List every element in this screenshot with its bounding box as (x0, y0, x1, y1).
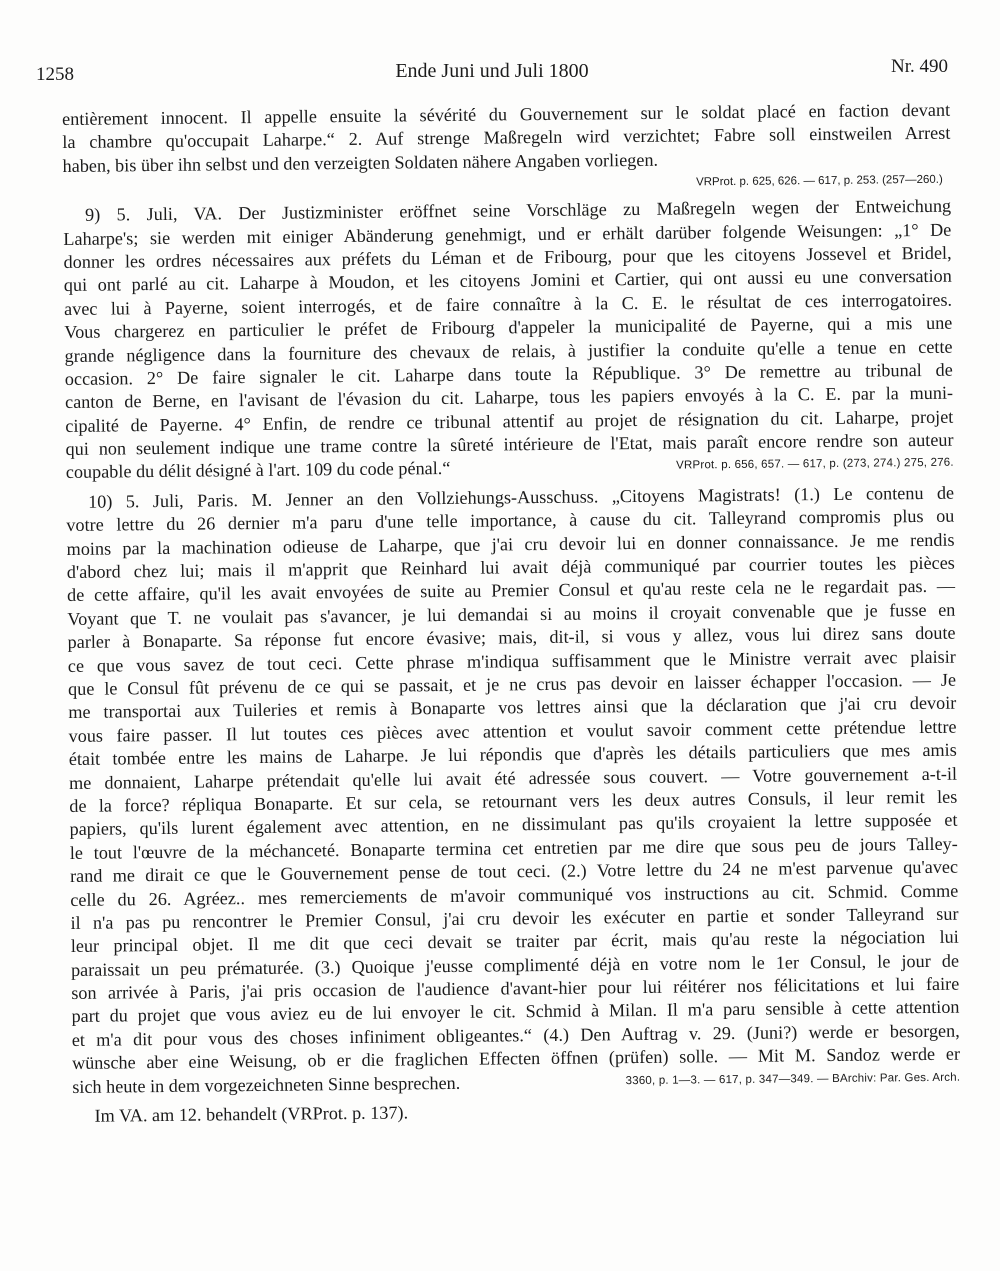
text-line: de la force? répliqua Bonaparte. Et sur cela, se retournant vers les deux autres Consuls, il leur remit les (69, 786, 958, 816)
text-line: ce que vous savez de tout ceci. Cette phrase m'indiqua suffisamment que le Ministre verrait avec plaisir (67, 646, 956, 676)
text-line: me donnaient, Laharpe prétendait qu'elle lui avait été adressée sous couvert. — Votre gouvernement a-t-il (68, 763, 958, 793)
running-title: Ende Juni und Juli 1800 (395, 60, 589, 82)
text-line: occasion. 2° De faire signaler le cit. Laharpe dans toute la République. 3° De remettre au tribunal de (64, 359, 953, 389)
text-line: grande négligence dans la fourniture des chevaux de relais, à justifier la conduite qu'elle a tenue en cette (64, 336, 953, 366)
text-line: Laharpe's; sie werden mit einiger Abänderung genehmigt, und er erhält darüber folgende Weisungen: „1° De (63, 219, 952, 249)
text-line-end: coupable du délit désigné à l'art. 109 du code pénal.“ (65, 458, 451, 483)
text-line: wünsche aber eine Weisung, ob er die fraglichen Effecten öffnen (prüfen) solle. — Mit M. Sandoz werde er (71, 1043, 961, 1074)
text-line: entièrement innocent. Il appelle ensuite la sévérité du Gouvernement sur le soldat placé en faction devant (62, 99, 951, 129)
text-line: canton de Berne, en l'avisant de l'évasion du cit. Laharpe, tous les papiers envoyés à la C. E. par la muni- (64, 382, 954, 413)
text-line: son arrivée à Paris, j'ai pris occasion de l'audience d'avant-hier pour lui réitérer nos félicitations et lui faire (71, 973, 960, 1004)
text-line: parler à Bonaparte. Sa réponse fut encore évasive; mais, dit-il, si vous y allez, vous lui direz sans doute (67, 622, 956, 653)
text-line: que le Consul fût prévenu de ce qui se passait, et je ne crus pas devoir en laisser échapper l'occasion. — Je (67, 669, 957, 699)
text-line: leur principal objet. Il me dit que ceci devait se traiter par écrit, mais qu'au reste la négociation lui (70, 926, 959, 957)
source-reference: 3360, p. 1—3. — 617, p. 347—349. — BArchiv: Par. Ges. Arch. (625, 1071, 961, 1087)
text-line: qui ont parlé au cit. Laharpe à Moudon, et les citoyens Jomini et Cartier, qui ont aussi eu une conversation (63, 266, 952, 296)
page-header (36, 56, 948, 90)
text-line: paraissait un peu prématurée. (3.) Quoique j'eusse complimenté déjà en votre nom le 1er Consul, le jour de (70, 950, 960, 980)
text-line: part du projet que vous aviez eu de lui envoyer le cit. Schmid à Milan. Il m'a paru sensible à cette attention (71, 997, 960, 1027)
text-line: qui non seulement indique une trame contre la sûreté intérieure de l'Etat, mais paraît encore rendre son auteur (65, 429, 954, 460)
text-line: Voyant que T. ne voulait pas s'avancer, je lui demandai si au moins il croyait convenable que je fusse en (67, 599, 956, 629)
text-line: Vous chargerez en particulier le préfet de Fribourg d'appeler la municipalité de Payerne, qui a mis une (64, 312, 953, 343)
source-reference: VRProt. p. 656, 657. — 617, p. (273, 274.) 275, 276. (676, 457, 954, 473)
text-line: papiers, qu'ils lurent également avec attention, en ne dissimulant pas qu'ils croyaient la lettre supposée et (69, 809, 958, 840)
text-line: rand me dirait ce que le Gouvernement pense de tout ceci. (2.) Votre lettre du 24 ne m'est parvenue qu'avec (69, 856, 959, 887)
text-line: haben, bis über ihn selbst und den verzeigten Soldaten nähere Angaben vorliegen. (62, 149, 659, 176)
text-line: le tout l'œuvre de la méchanceté. Bonaparte termina cet entretien par me dire que sous peu de jours Talley- (69, 833, 958, 863)
text-line: et m'a dit pour vous des choses infiniment obligeantes.“ (4.) Den Auftrag v. 29. (Juni?) werde er besorgen, (71, 1020, 960, 1050)
text-line: celle du 26. Agréez.. mes remerciements de m'avoir communiqué vos instructions au cit. Schmid. Comme (70, 880, 959, 910)
page-body (62, 99, 961, 1129)
text-line: cipalité de Payerne. 4° Enfin, de rendre ce tribunal attentif au projet de résignation du cit. Laharpe, projet (65, 406, 954, 436)
text-line: moins par la machination odieuse de Laharpe, que j'ai cru devoir lui en donner connaissance. Je me rendis (66, 529, 955, 559)
text-line: me transportai aux Tuileries et remis à Bonaparte vos lettres ainsi que la déclaration que j'ai cru devoir (68, 693, 957, 723)
text-line-end: sich heute in dem vorgezeichneten Sinne besprechen. (72, 1072, 461, 1097)
page-number: 1258 (36, 64, 74, 85)
text-line: était tombée entre les mains de Laharpe. Je lui répondis que d'après les détails particuliers que mes amis (68, 739, 957, 770)
closing-note: Im VA. am 12. behandelt (VRProt. p. 137). (94, 1102, 409, 1126)
item-number: Nr. 490 (891, 56, 948, 77)
text-line: la chambre qu'occupait Laharpe.“ 2. Auf strenge Maßregeln wird verzichtet; Fabre soll einstweilen Arrest (62, 123, 951, 153)
text-line: 10) 5. Juli, Paris. M. Jenner an den Vollziehungs-Ausschuss. „Citoyens Magistrats! (1.) Le contenu de (88, 482, 955, 512)
text-line: de cette affaire, qu'il les avait envoyées de suite au Premier Consul et qu'au reste cela ne le regardait pas. — (66, 576, 956, 606)
text-line: d'abord chez lui; mais il m'apprit que Reinhard lui avait déjà communiqué par courrier toutes les pièces (66, 552, 955, 583)
text-line: avec lui à Payerne, soient interrogés, et de faire connaître à la C. E. le résultat de ces interrogatoires. (63, 289, 953, 319)
text-line: 9) 5. Juli, VA. Der Justizminister eröffnet seine Vorschläge zu Maßregeln wegen der Entweichung (85, 195, 952, 225)
entry-8 (62, 99, 951, 198)
text-line: vous faire passer. Il lut toutes ces pièces avec attention et voulut savoir comment cette prétendue lettre (68, 716, 957, 746)
entry-10 (66, 482, 960, 1099)
text-line: votre lettre du 26 dernier m'a paru d'une telle importance, à cause du cit. Talleyrand compromis plus ou (66, 505, 955, 536)
entry-9 (63, 195, 954, 485)
text-line: il n'a pas pu rencontrer le Premier Consul, j'ai cru devoir les exécuter en partie et sonder Talleyrand sur (70, 903, 959, 933)
text-line: donner les ordres nécessaires aux préfets du Léman et de Fribourg, pour que les citoyens Jossevel et Bridel, (63, 242, 952, 272)
source-reference: VRProt. p. 625, 626. — 617, p. 253. (257—260.) (695, 173, 943, 189)
